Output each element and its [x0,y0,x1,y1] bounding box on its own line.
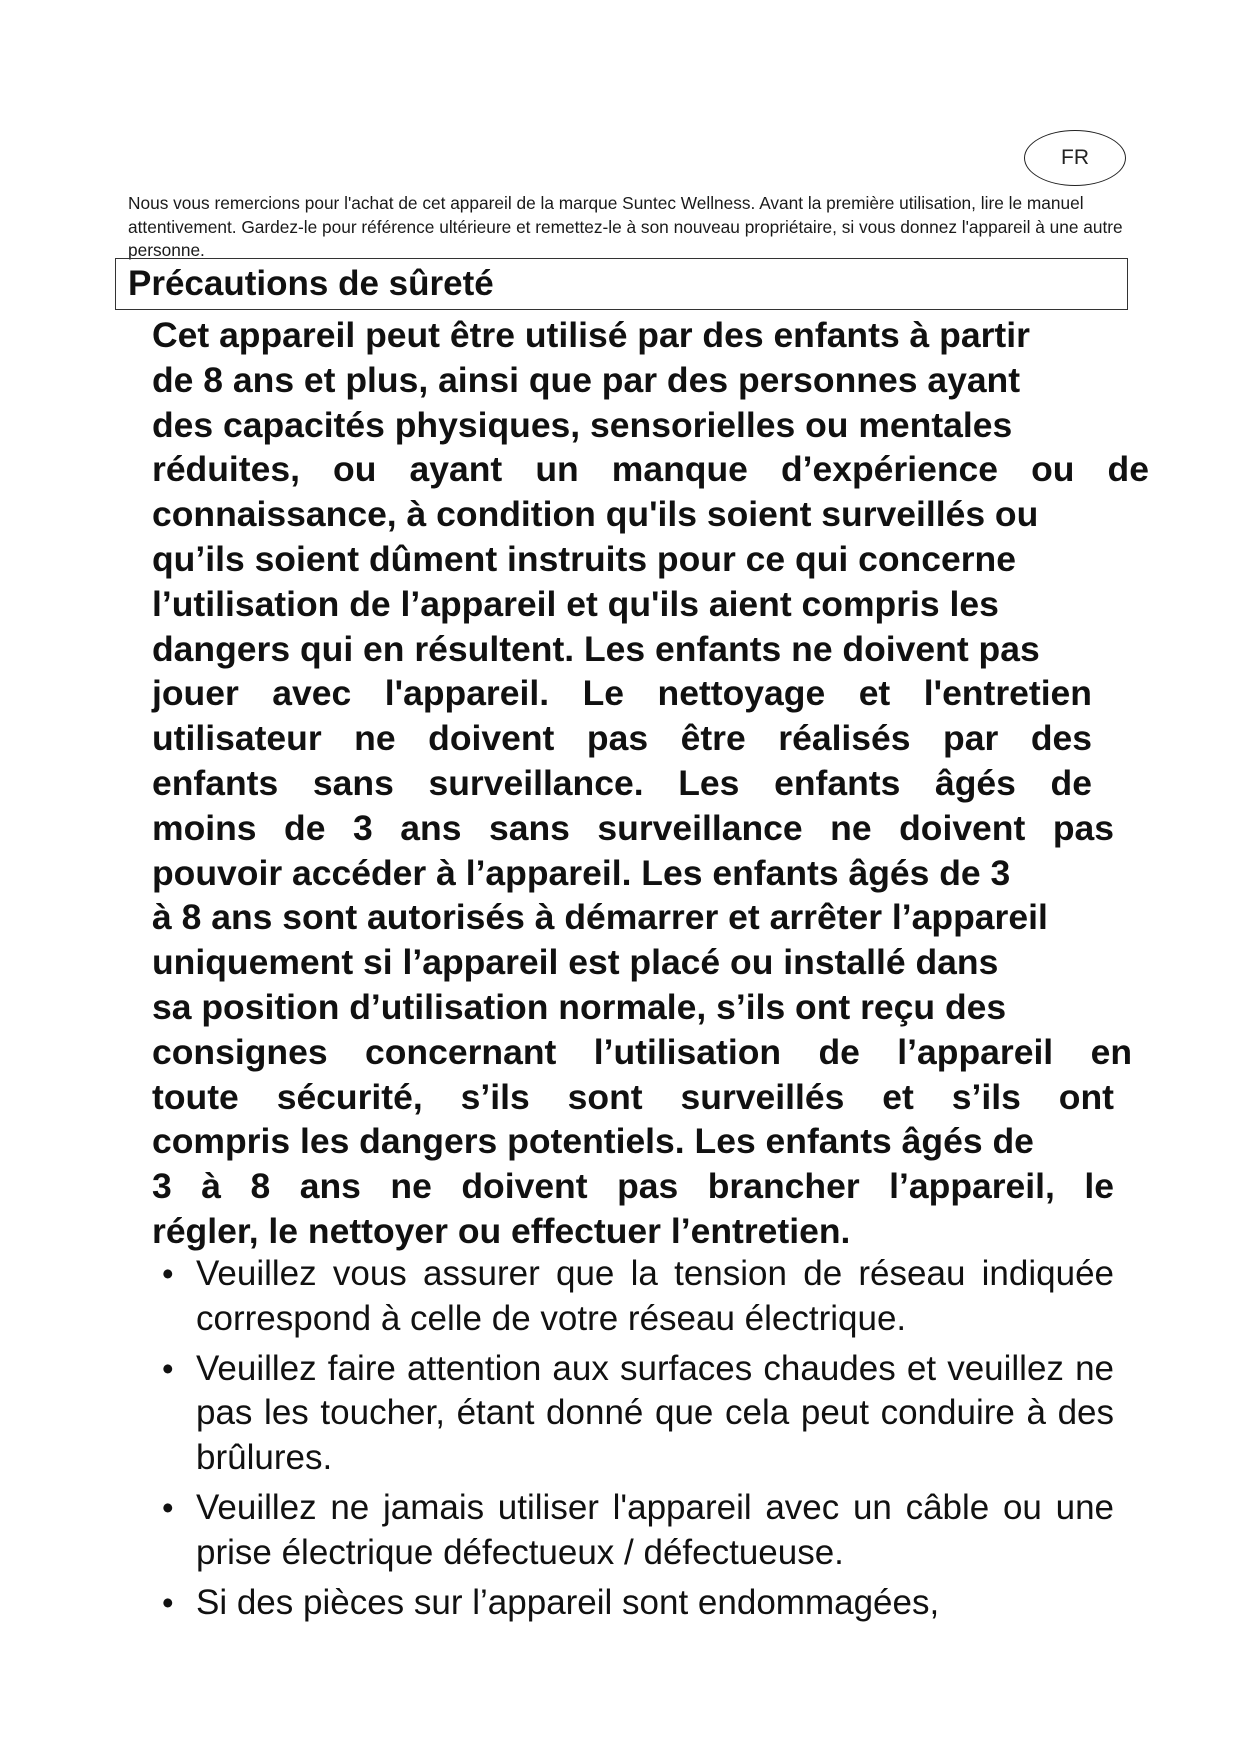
bullet-icon: • [162,1349,174,1387]
safety-warning-paragraph [152,313,1149,1254]
warning-line: jouer avec l'appareil. Le nettoyage et l'entretien [152,673,1092,714]
warning-line: dangers qui en résultent. Les enfants ne doivent pas [152,628,1040,669]
warning-line: connaissance, à condition qu'ils soient surveillés ou [152,494,1039,535]
intro-paragraph: Nous vous remercions pour l'achat de cet appareil de la marque Suntec Wellness. Avant la première utilisation, lire le manuel attentivement. Gardez-le pour référence ultérieure et remettez-le à son nouveau propriétaire, si vous donnez l'appareil à une autre personne. [128,193,1123,261]
list-item [158,1347,1114,1481]
warning-line: enfants sans surveillance. Les enfants âgés de [152,762,1092,803]
list-item [158,1581,1114,1626]
bullet-icon: • [162,1255,174,1292]
warning-line: consignes concernant l’utilisation de l’appareil en [152,1031,1132,1072]
warning-line: réduites, ou ayant un manque d’expérience ou de [152,449,1149,490]
warning-line: utilisateur ne doivent pas être réalisés par des [152,718,1092,759]
warning-line: moins de 3 ans sans surveillance ne doivent pas [152,807,1114,848]
warning-line: sa position d’utilisation normale, s’ils ont reçu des [152,986,1007,1027]
bullet-icon: • [162,1583,174,1621]
bullet-text: Veuillez ne jamais utiliser l'appareil avec un câble ou une prise électrique défectueux / défectueuse. [196,1487,1114,1572]
warning-line: uniquement si l’appareil est placé ou installé dans [152,942,999,983]
warning-line: à 8 ans sont autorisés à démarrer et arrêter l’appareil [152,897,1048,938]
safety-bullet-list [158,1252,1114,1630]
bullet-text: Veuillez vous assurer que la tension de réseau indiquée correspond à celle de votre réseau électrique. [196,1254,1114,1338]
bullet-text: Veuillez faire attention aux surfaces chaudes et veuillez ne pas les toucher, étant donné que cela peut conduire à des brûlures. [196,1348,1114,1478]
warning-line: régler, le nettoyer ou effectuer l’entretien. [152,1210,851,1251]
warning-line: qu’ils soient dûment instruits pour ce qui concerne [152,538,1016,579]
list-item [158,1252,1114,1342]
warning-line: de 8 ans et plus, ainsi que par des personnes ayant [152,359,1021,400]
warning-line: toute sécurité, s’ils sont surveillés et s’ils ont [152,1076,1114,1117]
warning-line: compris les dangers potentiels. Les enfants âgés de [152,1121,1034,1162]
warning-line: 3 à 8 ans ne doivent pas brancher l’appareil, le [152,1166,1114,1207]
warning-line: des capacités physiques, sensorielles ou mentales [152,404,1013,445]
warning-line: pouvoir accéder à l’appareil. Les enfants âgés de 3 [152,852,1011,893]
list-item [158,1486,1114,1576]
language-badge: FR [1024,130,1126,186]
bullet-icon: • [162,1488,174,1526]
warning-line: Cet appareil peut être utilisé par des enfants à partir [152,315,1030,355]
bullet-text: Si des pièces sur l’appareil sont endommagées, [196,1582,940,1622]
section-title: Précautions de sûreté [128,264,494,303]
warning-line: l’utilisation de l’appareil et qu'ils aient compris les [152,583,999,624]
